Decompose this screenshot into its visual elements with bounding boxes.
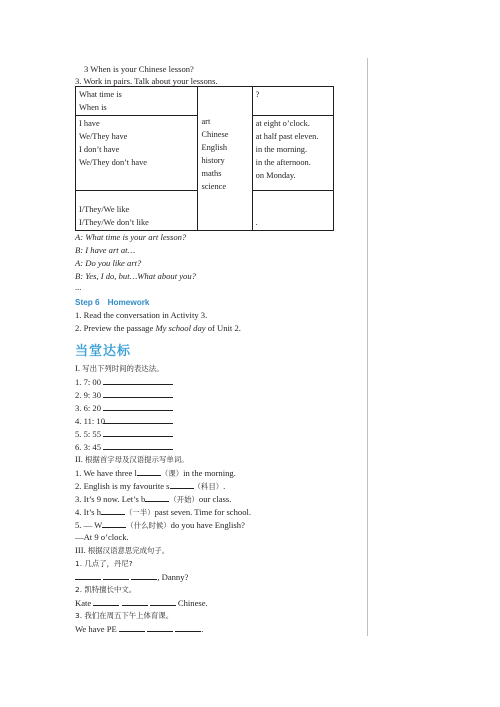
table-col1-middle: I have We/They have I don’t have We/They don’t have: [76, 116, 198, 191]
table-col1-header: What time is When is: [76, 87, 198, 116]
homework-item-2: 2. Preview the passage My school day of Unit 2.: [75, 323, 241, 333]
part1-heading: I. 写出下列时间的表达法。: [75, 363, 164, 373]
part3-question-3-answer: We have PE .: [75, 624, 204, 634]
time-item: 4. 11: 10: [75, 415, 173, 427]
answer-blank[interactable]: [103, 376, 173, 385]
table-col1-bottom: I/They/We like I/They/We don’t like: [76, 191, 198, 231]
dialogue-line: A: Do you like art?: [75, 258, 142, 268]
subject-item: Chinese: [201, 130, 229, 139]
subject-item: history: [201, 156, 225, 165]
part3-question-2-answer: Kate Chinese.: [75, 598, 208, 608]
dialogue-line: B: I have art at…: [75, 245, 136, 255]
answer-blank[interactable]: [119, 623, 145, 632]
answer-blank[interactable]: [122, 597, 148, 606]
subject-item: English: [201, 143, 228, 152]
dialogue-ellipsis: ...: [75, 282, 82, 292]
subject-item: science: [201, 182, 227, 191]
part3-question-3-chinese: 3. 我们在周五下午上体育课。: [75, 611, 174, 620]
table-col4-header: ?: [252, 87, 333, 116]
part3-heading: III. 根据汉语意思完成句子。: [75, 545, 170, 555]
answer-blank[interactable]: [103, 389, 173, 398]
answer-blank[interactable]: [101, 506, 125, 515]
work-in-pairs-instruction: 3. Work in pairs. Talk about your lessons.: [75, 76, 218, 86]
answer-blank[interactable]: [75, 571, 101, 580]
answer-blank[interactable]: [103, 402, 173, 411]
answer-blank[interactable]: [93, 597, 119, 606]
table-col4-bottom: .: [252, 191, 333, 231]
time-item: 6. 3: 45: [75, 441, 173, 453]
homework-heading: Step 6 Homework: [75, 298, 150, 307]
answer-blank[interactable]: [150, 597, 176, 606]
dialogue-line: B: Yes, I do, but…What about you?: [75, 271, 196, 281]
answer-blank[interactable]: [103, 571, 129, 580]
part2-heading: II. 根据首字母及汉语提示写单词。: [75, 454, 189, 464]
time-item: 3. 6: 20: [75, 402, 173, 414]
part3-question-1-chinese: 1. 几点了，丹尼?: [75, 559, 133, 568]
part2-question-5: 5. — W （什么时候）do you have English?: [75, 520, 245, 530]
answer-blank[interactable]: [103, 428, 173, 437]
answer-blank[interactable]: [137, 467, 161, 476]
part2-question-5-answer: —At 9 o’clock.: [75, 532, 129, 542]
time-item: 5. 5: 55: [75, 428, 173, 440]
answer-blank[interactable]: [131, 571, 157, 580]
time-item: 2. 9: 30: [75, 389, 173, 401]
part2-question-3: 3. It’s 9 now. Let’s b （开始）our class.: [75, 494, 232, 504]
margin-rule: [367, 58, 368, 636]
answer-blank[interactable]: [170, 480, 194, 489]
time-item: 1. 7: 00: [75, 376, 173, 388]
part2-question-2: 2. English is my favourite s （科目）.: [75, 481, 226, 491]
part3-question-1-answer: , Danny?: [75, 571, 188, 583]
table-subjects: [198, 87, 252, 231]
substitution-table: [75, 86, 334, 231]
intro-item-3: 3 When is your Chinese lesson?: [84, 64, 194, 74]
answer-blank[interactable]: [147, 623, 173, 632]
answer-blank[interactable]: [103, 441, 173, 450]
answer-blank[interactable]: [145, 493, 169, 502]
answer-blank[interactable]: [103, 415, 173, 424]
table-col4-middle: at eight o’clock. at half past eleven. in the morning. in the afternoon. on Monday.: [252, 116, 333, 191]
subject-item: maths: [201, 169, 222, 178]
part3-question-2-chinese: 2. 凯特擅长中文。: [75, 585, 137, 594]
answer-blank[interactable]: [102, 519, 126, 528]
part2-question-4: 4. It’s h （一半）past seven. Time for school.: [75, 507, 252, 517]
homework-item-1: 1. Read the conversation in Activity 3.: [75, 310, 208, 320]
answer-blank[interactable]: [175, 623, 201, 632]
subject-item: art: [201, 117, 211, 126]
part2-question-1: 1. We have three l （课）in the morning.: [75, 468, 236, 478]
section-title: 当堂达标: [75, 344, 132, 359]
dialogue-line: A: What time is your art lesson?: [75, 232, 187, 242]
